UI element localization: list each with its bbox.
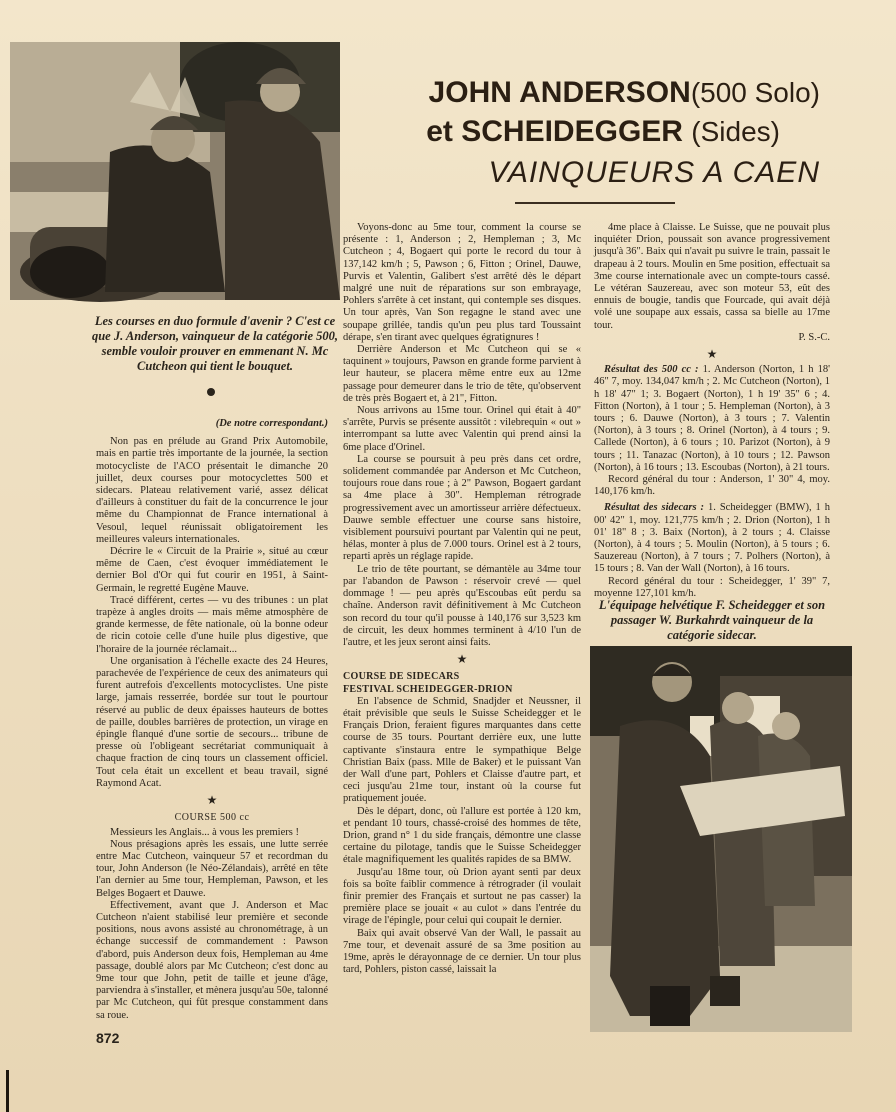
col1-paragraph-3: Tracé différent, certes — vu des tribunes : un plat trapèze à angles droits — mais même atmosphère de grande kermesse, de fête nationale, où la bonne odeur de ricin cotoie celle d'une huile plus digestive, que l'horaire de la journée réclamait...: [96, 594, 328, 655]
star-separator: ★: [456, 652, 468, 667]
caption-top-photo: Les courses en duo formule d'avenir ? C'est ce que J. Anderson, vainqueur de la catégorie 500, semble vouloir prouver en emmenant N. Mc Cutcheon qui tient le bouquet.: [91, 314, 339, 373]
title-name-anderson: JOHN ANDERSON: [428, 76, 691, 109]
col2-paragraph-3: Nous arrivons au 15me tour. Orinel qui était à 40" s'arrête, Purvis se présente aussitôt : vilebrequin « out » interrompant sa lutte avec Valentin qui prend ainsi la 6me place d'Orinel.: [343, 405, 581, 453]
title-line-2: [360, 112, 780, 152]
col2-paragraph-9: Baix qui avait observé Van der Wall, le passait au 7me tour, et devenait assuré de sa 3me position au 19me, après le dérayonnage de ce dernier. Un tour plus tard, Pohlers, piston cassé, laissait la: [343, 927, 581, 976]
title-class-sides: (Sides): [691, 116, 780, 147]
col1-paragraph-1: Non pas en prélude au Grand Prix Automobile, mais en partie très importante de la journée, la section motocycliste de l'ACO présentait le dimanche 20 juillet, deux courses pour motocyclettes 500 et sidecars. Plateau relativement varié, assez délicat d'ailleurs à constituer du fait de la concurrence le jour même du Championnat de France international à Vesoul, lequel réunissait obligatoirement les meilleures valeurs internationales.: [96, 436, 328, 545]
title-line-1: [360, 74, 820, 112]
author-signature: P. S.-C.: [798, 331, 830, 343]
section-heading-sidecars: COURSE DE SIDECARS: [343, 671, 460, 683]
results-sidecars-text: 1. Scheidegger (BMW), 1 h 00' 42" 1, moy. 121,775 km/h ; 2. Drion (Norton), 1 h 01' 18" 8 ; 3. Baix (Norton), à 2 tours ; 4. Claisse (Norton), à 4 tours ; 5. Moulin (Norton), à 5 tours ; 6. Sauzereau (Norton), à 7 tours ; 7. Polhers (Norton), à 15 tours ; 8. Van der Wall (Norton), à 16 tours.: [594, 502, 831, 575]
title-name-scheidegger: et SCHEIDEGGER: [426, 115, 683, 148]
col2-paragraph-7: Dès le départ, donc, où l'allure est portée à 120 km, et pendant 10 tours, chassé-croisé des hommes de tête, Drion, grand n° 1 du side français, démontre une classe certaine du pilotage, tandis que le Suisse Scheidegger étale magnifiquement les qualités rapides de sa BMW.: [343, 805, 581, 866]
results-500: [594, 364, 830, 474]
record-500: Record général du tour : Anderson, 1' 30" 4, moy. 140,176 km/h.: [594, 474, 830, 498]
section-heading-500: COURSE 500 cc: [174, 812, 250, 824]
col1-paragraph-5: Messieurs les Anglais... à vous les premiers !: [110, 826, 299, 838]
title-divider: [515, 202, 675, 204]
col1-paragraph-7: Effectivement, avant que J. Anderson et Mac Cutcheon n'aient stabilisé leur première et seconde positions, nous avons assisté au chronométrage, à un échange successif de commandement : Pawson d'abord, puis Anderson deux fois, Hempleman au 4me passage, doublé alors par Mc Cutcheon; c'est donc au 9me tour que John, petit de taille et jeune d'âge, parviendra à s'installer, et mènera jusqu'au 50e, talonné par Mc Cutcheon, qui fût presque constamment dans sa roue.: [96, 899, 328, 1021]
article-title: [360, 74, 820, 194]
bullet-dot: [207, 388, 215, 396]
scan-edge-mark: [6, 1070, 9, 1112]
col2-paragraph-6: En l'absence de Schmid, Snadjder et Neussner, il était prévisible que seuls le Suisse Scheidegger et le Français Drion, feraient figures marquantes dans cette course de 35 tours. Pourtant derrière eux, une lutte captivante s'instaura entre le sympathique Belge Christian Baix (pass. Mlle de Baker) et le puissant Van der Wall d'une part, Pohlers et Claisse d'autre part, et ceci jusqu'au 21me tour, instant où la course fut pratiquement jouée.: [343, 695, 581, 805]
col1-paragraph-2: Décrire le « Circuit de la Prairie », situé au cœur même de Caen, c'est évoquer immédiatement le dernier Bol d'Or qui fut courir en 1951, à Saint-Germain, le regretté Eugène Mauve.: [96, 546, 328, 594]
caption-right-photo: L'équipage helvétique F. Scheidegger et son passager W. Burkahrdt vainqueur de la catégorie sidecar.: [598, 598, 826, 642]
column-2: [343, 222, 581, 1022]
results-sidecars-label: Résultat des sidecars :: [604, 502, 704, 514]
column-1: [96, 412, 328, 1032]
title-line-3: VAINQUEURS A CAEN: [488, 156, 820, 189]
col2-paragraph-2: Derrière Anderson et Mc Cutcheon qui se « taquinent » toujours, Pawson en grande forme parvient à leur hauteur, se placera même entre eux au 12me passage pour demeurer dans le trio de tête, qu'observent de très près Bogaert et, à 21", Fitton.: [343, 344, 581, 404]
correspondent-note: (De notre correspondant.): [215, 418, 328, 429]
col2-paragraph-5: Le trio de tête pourtant, se démantèle au 34me tour par l'abandon de Pawson : réservoir crevé — quel dommage ! — peu après qu'Escoubas eût perdu sa chaîne. Anderson ravit définitivement à Mc Cutcheon son record du tour qu'il pousse à 140,176 sur 3,523 km de circuit, les deux hommes terminent à 4/10 l'un de l'autre, et les jeux seront ainsi faits.: [343, 563, 581, 648]
col2-paragraph-8: Jusqu'au 18me tour, où Drion ayant senti par deux fois sa boîte faiblir commence à rétrograder (il voulait finir premier des Français et surtout ne pas casser) la première place se jouait « au culot » dans l'entrée du virage de l'épingle, pour celui qui coupait le dernier.: [343, 866, 581, 927]
col3-paragraph-1: 4me place à Claisse. Le Suisse, que ne pouvait plus inquiéter Drion, poussait son avance progressivement jusqu'à 36". Baix qui n'avait pu suivre le train, passait le drapeau à 2 tours. Moulin en 5me position, effectuait sa 3me course internationale avec un compte-tours cassé. Le vétéran Sauzereau, avec son moteur 53, eût des ennuis de bougie, tandis que Fourcade, qui avait déjà volé une soupape aux essais, cassa sa bielle au 17me tour.: [594, 222, 830, 331]
photo-anderson-motorcycle: [10, 42, 340, 300]
col1-paragraph-6: Nous présagions après les essais, une lutte serrée entre Mac Cutcheon, vainqueur 57 et recordman du tour, John Anderson (le Néo-Zélandais), arrêté en tête l'an dernier au 5me tour, Hempleman, Pawson, et les Belges Bogaert et Dauwe.: [96, 838, 328, 899]
section-subheading-festival: FESTIVAL SCHEIDEGGER-DRION: [343, 683, 513, 695]
record-sidecars: Record général du tour : Scheidegger, 1' 39" 7, moyenne 127,101 km/h.: [594, 575, 830, 599]
results-500-label: Résultat des 500 cc :: [604, 364, 699, 376]
photo-scheidegger-crew: [590, 646, 852, 1032]
title-class-500: (500 Solo): [690, 77, 820, 108]
photo-scheidegger-illustration: [590, 646, 852, 1032]
page-number: 872: [96, 1030, 120, 1046]
col2-paragraph-1: Voyons-donc au 5me tour, comment la course se présente : 1, Anderson ; 2, Hempleman ; 3, Mc Cutcheon ; 4, Bogaert qui porte le record du tour à 137,142 km/h ; 5, Pawson ; 6, Fitton ; Orinel, Dauwe, Purvis et Valentin, Galibert s'est arrêté dès le départ malgré une nuit de réparations sur son embrayage, Pohlers s'arrête à cet instant, qui contemple ses disques. Un tour après, Van Son regagne le stand avec une soupape grillée, tandis qu'un peu plus tard Toussaint dérape, s'en tirant avec quelques égratignures !: [343, 222, 581, 343]
col2-paragraph-4: La course se poursuit à peu près dans cet ordre, solidement commandée par Anderson et Mc Cutcheon, toujours roue dans roue ; à 2" Pawson, Bogaert gardant sa 4me place à 30". Hempleman rétrograde progressivement avec un amortisseur arrière défectueux. Dauwe semble effectuer une course sans histoire, visiblement poursuivi pourtant par Valentin qui ne peut, hélas, monter à plus de 7.000 tours. Orinel est à 2 tours, reparti après un réglage rapide.: [343, 453, 581, 563]
photo-anderson-illustration: [10, 42, 340, 300]
results-sidecars: [594, 502, 830, 575]
star-separator: ★: [206, 793, 218, 808]
results-500-text: 1. Anderson (Norton, 1 h 18' 46" 7, moy. 134,047 km/h ; 2. Mc Cutcheon (Norton), 1 h 18' 47" 1; 3. Bogaert (Norton), 1 h 19' 35" 6 ; 4. Fitton (Norton), à 1 tour ; 5. Hempleman (Norton), à 3 tours ; 6. Dauwe (Norton), à 3 tours ; 7. Valentin (Norton), à 3 tours ; 8. Orinel (Norton), à 4 tours ; 9. Callede (Norton), à 6 tours ; 10. Parizot (Norton), à 9 tours ; 11. Tanazac (Norton), à 10 tours ; 12. Pawson (Norton), à 16 tours ; 13. Escoubas (Norton), à 21 tours.: [594, 364, 831, 473]
column-3: [594, 222, 831, 599]
star-separator: ★: [706, 347, 718, 362]
col1-paragraph-4: Une organisation à l'échelle exacte des 24 Heures, parachevée de l'expérience de ceux des animateurs qui furent autrefois d'excellents motocyclistes. Une piste large, jamais resserrée, bordée sur tout le pourtour réservé au public de deux épaisses hauteurs de bottes de paille, doubles barrières de protection, un virage en épingle flanqué d'une sortie de secours... tribune de presse où l'obligeant secrétariat communiquait à chaque fraction de cinq tours un classement officiel. Tout cela était un excellent et beau travail, signé Raymond Acat.: [96, 655, 328, 789]
